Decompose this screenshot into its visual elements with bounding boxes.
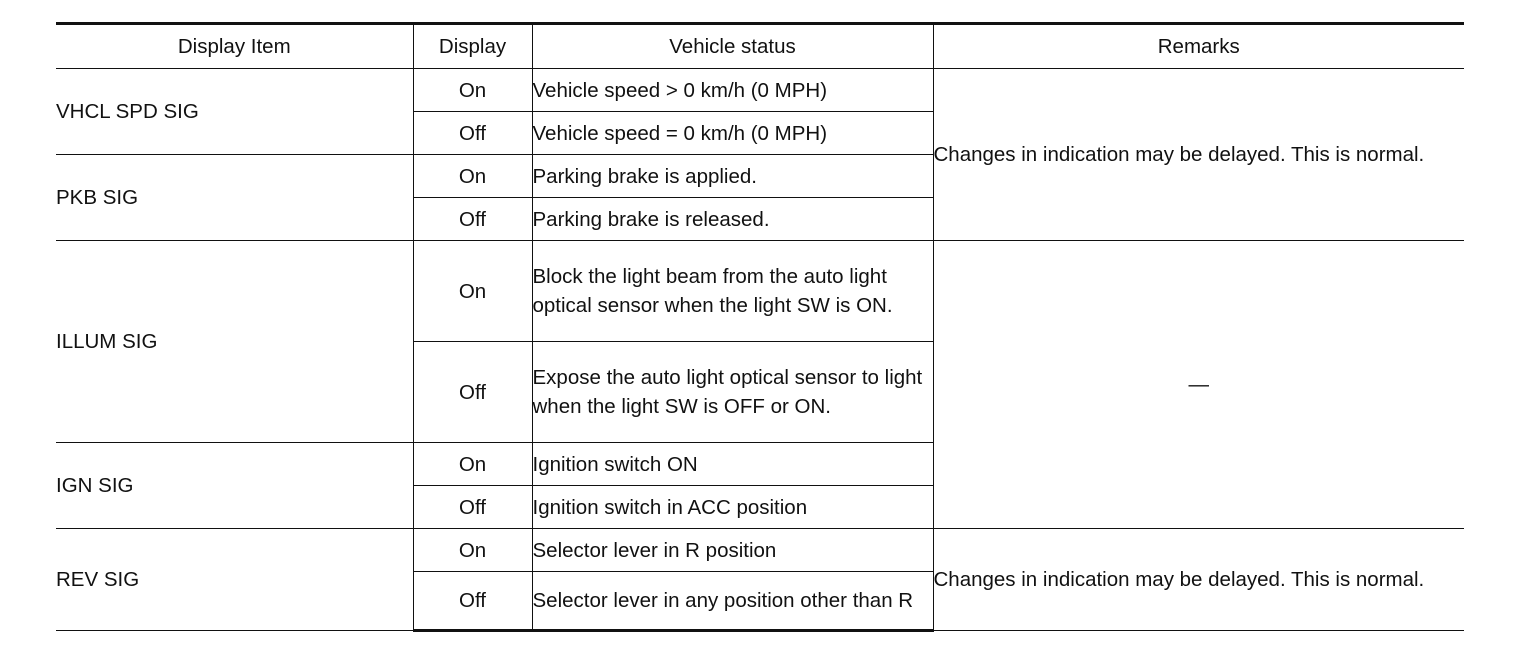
display-item-cell: PKB SIG bbox=[56, 155, 413, 241]
header-vehicle-status: Vehicle status bbox=[532, 24, 933, 69]
display-cell: Off bbox=[413, 112, 532, 155]
display-cell: On bbox=[413, 443, 532, 486]
display-cell: Off bbox=[413, 342, 532, 443]
signal-display-table bbox=[56, 22, 1464, 632]
vehicle-status-cell: Vehicle speed = 0 km/h (0 MPH) bbox=[532, 112, 933, 155]
display-cell: On bbox=[413, 529, 532, 572]
remarks-cell: — bbox=[933, 241, 1464, 529]
vehicle-status-cell: Block the light beam from the auto light optical sensor when the light SW is ON. bbox=[532, 241, 933, 342]
header-remarks: Remarks bbox=[933, 24, 1464, 69]
display-item-cell: REV SIG bbox=[56, 529, 413, 631]
header-display-item: Display Item bbox=[56, 24, 413, 69]
display-item-cell: ILLUM SIG bbox=[56, 241, 413, 443]
header-display: Display bbox=[413, 24, 532, 69]
table-row bbox=[56, 69, 1464, 112]
display-cell: On bbox=[413, 69, 532, 112]
display-cell: On bbox=[413, 241, 532, 342]
display-item-cell: VHCL SPD SIG bbox=[56, 69, 413, 155]
remarks-cell: Changes in indication may be delayed. This is normal. bbox=[933, 69, 1464, 241]
vehicle-status-cell: Parking brake is released. bbox=[532, 198, 933, 241]
vehicle-status-cell: Expose the auto light optical sensor to light when the light SW is OFF or ON. bbox=[532, 342, 933, 443]
remarks-cell: Changes in indication may be delayed. This is normal. bbox=[933, 529, 1464, 631]
display-cell: On bbox=[413, 155, 532, 198]
vehicle-status-cell: Parking brake is applied. bbox=[532, 155, 933, 198]
vehicle-status-cell: Ignition switch in ACC position bbox=[532, 486, 933, 529]
display-cell: Off bbox=[413, 486, 532, 529]
table-row bbox=[56, 241, 1464, 342]
display-cell: Off bbox=[413, 198, 532, 241]
vehicle-status-cell: Selector lever in any position other than R bbox=[532, 572, 933, 631]
header-row bbox=[56, 24, 1464, 69]
table-row bbox=[56, 529, 1464, 572]
display-item-cell: IGN SIG bbox=[56, 443, 413, 529]
vehicle-status-cell: Selector lever in R position bbox=[532, 529, 933, 572]
vehicle-status-cell: Ignition switch ON bbox=[532, 443, 933, 486]
vehicle-status-cell: Vehicle speed > 0 km/h (0 MPH) bbox=[532, 69, 933, 112]
display-cell: Off bbox=[413, 572, 532, 631]
